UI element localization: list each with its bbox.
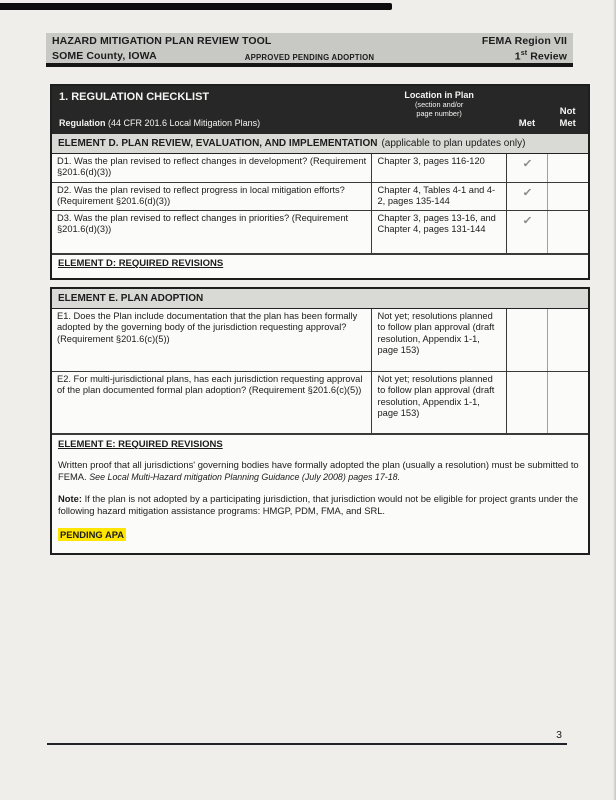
page-number: 3	[556, 729, 562, 741]
document-title: HAZARD MITIGATION PLAN REVIEW TOOL	[52, 35, 272, 47]
revisions-text: Written proof that all jurisdictions' governing bodies have formally adopted the plan (usually a resolution) must be submitted to FEMA.	[58, 459, 579, 483]
element-e-required-revisions	[52, 434, 588, 555]
checklist-row-d3	[52, 211, 588, 254]
checkmark-icon: ✓	[522, 158, 533, 170]
not-met-cell	[547, 372, 588, 433]
checklist-column-header	[52, 86, 588, 134]
regulation-bold: Regulation	[59, 118, 106, 128]
met-cell	[506, 309, 547, 371]
not-met-cell	[547, 183, 588, 210]
not-met-header-line2: Met	[559, 118, 576, 130]
met-cell	[506, 154, 547, 182]
column-header-met	[507, 86, 548, 134]
checklist-row-d2	[52, 183, 588, 211]
element-d-revisions-heading: ELEMENT D: REQUIRED REVISIONS	[58, 258, 224, 269]
location-header-sub2: page number)	[416, 109, 462, 119]
fema-region-label: FEMA Region VII	[481, 35, 567, 47]
checklist-row-d1	[52, 154, 588, 183]
met-cell	[506, 211, 547, 253]
element-e-table	[50, 287, 590, 555]
not-met-header-line1: Not	[559, 106, 576, 118]
review-number: 1	[514, 50, 521, 63]
checkmark-icon: ✓	[522, 215, 533, 227]
regulation-checklist-table	[50, 84, 590, 280]
question-cell: E2. For multi-jurisdictional plans, has each jurisdiction requesting approval of the plan documented formal plan adoption? (Requirement §201.6(c)(5))	[57, 374, 363, 396]
column-header-not-met	[547, 86, 588, 134]
document-header	[46, 33, 573, 67]
location-cell: Chapter 4, Tables 4-1 and 4-2, pages 135-144	[371, 183, 506, 210]
approval-status-label: APPROVED PENDING ADOPTION	[244, 52, 375, 62]
column-header-location	[372, 86, 507, 134]
location-cell: Chapter 3, pages 13-16, and Chapter 4, pages 131-144	[371, 211, 506, 253]
checklist-row-e2	[52, 372, 588, 434]
checklist-title-block	[52, 86, 372, 134]
location-header-title: Location in Plan	[404, 90, 474, 100]
regulation-subtitle	[59, 118, 365, 128]
not-met-cell	[547, 309, 588, 371]
location-cell: Not yet; resolutions planned to follow plan approval (draft resolution, Appendix 1-1, page 153)	[371, 372, 506, 433]
pending-apa-badge: PENDING APA	[60, 529, 125, 541]
met-header-label: Met	[518, 118, 536, 130]
note-label: Note:	[58, 492, 82, 504]
question-cell: D3. Was the plan revised to reflect changes in priorities? (Requirement §201.6(d)(3))	[57, 213, 349, 235]
element-e-title: ELEMENT E. PLAN ADOPTION	[58, 293, 204, 304]
question-cell: D1. Was the plan revised to reflect changes in development? (Requirement §201.6(d)(3))	[57, 156, 367, 178]
element-d-note: (applicable to plan updates only)	[381, 138, 526, 149]
review-word: Review	[530, 50, 567, 63]
regulation-rest: (44 CFR 201.6 Local Mitigation Plans)	[105, 118, 261, 128]
scan-artifact-bar	[0, 3, 392, 10]
guidance-reference: See Local Multi-Hazard mitigation Planning Guidance (July 2008) pages 17-18.	[89, 472, 401, 483]
met-cell	[506, 183, 547, 210]
review-number-label	[515, 49, 567, 64]
county-label: SOME County, IOWA	[52, 50, 157, 63]
element-e-revisions-heading: ELEMENT E: REQUIRED REVISIONS	[58, 439, 223, 450]
review-ordinal: st	[520, 49, 528, 57]
location-cell: Chapter 3, pages 116-120	[371, 154, 506, 182]
question-cell: D2. Was the plan revised to reflect progress in local mitigation efforts? (Requirement §201.6(d)(3))	[57, 185, 345, 207]
met-cell	[506, 372, 547, 433]
element-e-section-header	[52, 289, 588, 309]
checklist-row-e1	[52, 309, 588, 372]
note-paragraph	[58, 493, 582, 517]
checklist-title: 1. REGULATION CHECKLIST	[59, 91, 210, 103]
not-met-cell	[547, 154, 588, 182]
revisions-paragraph	[58, 459, 582, 484]
element-d-section-header	[52, 134, 588, 154]
element-d-required-revisions	[52, 254, 588, 280]
not-met-cell	[547, 211, 588, 253]
note-text: If the plan is not adopted by a participating jurisdiction, that jurisdiction would not be eligible for project grants under the following hazard mitigation assistance programs: HMGP, PDM, FMA, and SRL.	[58, 492, 579, 517]
footer-rule	[47, 743, 567, 745]
question-cell: E1. Does the Plan include documentation that the plan has been formally adopted by the governing body of the jurisdiction requesting approval? (Requirement §201.6(c)(5))	[57, 311, 358, 344]
location-cell: Not yet; resolutions planned to follow plan approval (draft resolution, Appendix 1-1, page 153)	[371, 309, 506, 371]
checkmark-icon: ✓	[522, 187, 533, 199]
location-header-sub1: (section and/or	[415, 100, 464, 109]
element-d-title: ELEMENT D. PLAN REVIEW, EVALUATION, AND IMPLEMENTATION	[58, 138, 378, 149]
